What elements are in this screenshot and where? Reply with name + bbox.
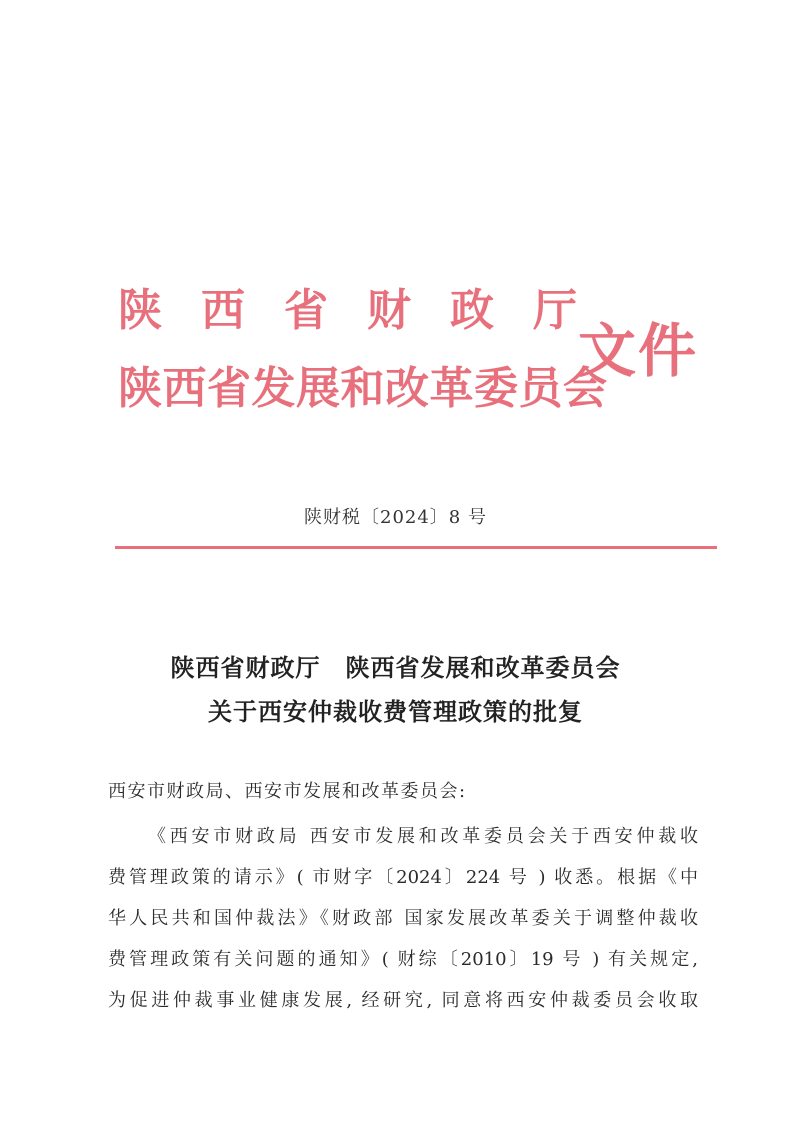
issuer-char: 西: [201, 285, 245, 336]
body-text-line: 费管理政策的请示》( 市财字〔2024〕224 号 ) 收悉。根据《中: [108, 867, 698, 888]
document-number: 陕财税〔2024〕8 号: [304, 507, 487, 528]
document-title-line-1: 陕西省财政厅 陕西省发展和改革委员会: [170, 653, 621, 682]
issuer-char: 陕: [118, 285, 162, 336]
issuer-char: 政: [450, 285, 494, 336]
issuer-char: 省: [284, 285, 328, 336]
red-divider-rule: [115, 546, 717, 549]
issuer-line-finance-department: [118, 285, 616, 336]
issuer-line-development-commission: 陕西省发展和改革委员会: [118, 363, 608, 414]
issuer-char: 厅: [533, 285, 577, 336]
body-text-line: 费管理政策有关问题的通知》( 财综〔2010〕19 号 ) 有关规定,: [108, 949, 698, 970]
body-text-line: 华人民共和国仲裁法》《财政部 国家发展改革委关于调整仲裁收: [108, 908, 698, 929]
document-title-line-2: 关于西安仲裁收费管理政策的批复: [208, 697, 583, 726]
issuer-char: 财: [367, 285, 411, 336]
document-word: 文件: [578, 317, 699, 385]
salutation: 西安市财政局、西安市发展和改革委员会:: [108, 781, 467, 802]
body-text-line: 《西安市财政局 西安市发展和改革委员会关于西安仲裁收: [148, 826, 698, 847]
body-text-line: 为促进仲裁事业健康发展, 经研究, 同意将西安仲裁委员会收取: [108, 990, 698, 1011]
